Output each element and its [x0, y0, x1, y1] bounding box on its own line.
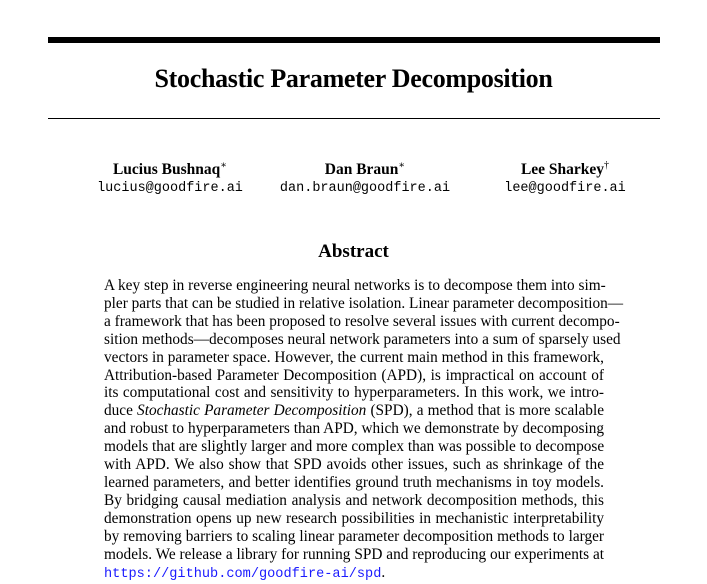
abstract-line: a framework that has been proposed to resolve several issues with current decompo-	[104, 312, 620, 330]
abstract-line: with APD. We also show that SPD avoids other issues, such as shrinkage of the	[104, 456, 604, 474]
author-block-3	[490, 160, 640, 198]
author-block-2	[270, 160, 460, 198]
abstract-line: learned parameters, and better identifies ground truth mechanisms in toy models.	[104, 473, 604, 491]
equal-contribution-mark: ∗	[220, 160, 228, 171]
dagger-mark: †	[604, 160, 610, 171]
abstract-line: and robust to hyperparameters than APD, which we demonstrate by decomposing	[104, 420, 604, 438]
abstract-line: Attribution-based Parameter Decomposition (APD), is impractical on account of	[104, 366, 604, 384]
abstract-line: models that are slightly larger and more complex than was possible to decompose	[104, 438, 605, 456]
author-block-1	[80, 160, 260, 198]
abstract-line: demonstration opens up new research possibilities in mechanistic interpretability	[104, 509, 604, 527]
repository-link[interactable]: https://github.com/goodfire-ai/spd	[104, 566, 382, 582]
abstract-line: models. We release a library for running SPD and reproducing our experiments at	[104, 545, 604, 563]
abstract-line: By bridging causal mediation analysis and network decomposition methods, this	[104, 491, 604, 509]
abstract-line: sition methods—decomposes neural network parameters into a sum of sparsely used	[104, 330, 621, 348]
author-name: Lee Sharkey†	[520, 160, 610, 178]
top-rule	[48, 37, 660, 43]
author-name: Lucius Bushnaq∗	[112, 160, 228, 178]
author-email: lee@goodfire.ai	[504, 181, 626, 196]
abstract-line: vectors in parameter space. However, the current main method in this framework,	[104, 348, 604, 366]
abstract-line: by removing barriers to scaling linear parameter decomposition methods to larger	[104, 527, 604, 545]
abstract-body	[104, 277, 624, 583]
paper-title: Stochastic Parameter Decomposition	[154, 64, 553, 93]
title-rule	[48, 118, 660, 119]
abstract-line: A key step in reverse engineering neural networks is to decompose them into sim-	[104, 277, 606, 294]
abstract-line: pler parts that can be studied in relative isolation. Linear parameter decomposition—	[104, 294, 624, 312]
author-email: dan.braun@goodfire.ai	[279, 181, 451, 196]
equal-contribution-mark: ∗	[398, 160, 406, 171]
abstract-line-final: https://github.com/goodfire-ai/spd.	[104, 563, 386, 582]
method-name-emphasis: Stochastic Parameter Decomposition	[137, 402, 367, 420]
abstract-line: duce Stochastic Parameter Decomposition (SPD), a method that is more scalable	[104, 402, 604, 420]
abstract-line: its computational cost and sensitivity to hyperparameters. In this work, we intro-	[104, 384, 604, 402]
abstract-heading: Abstract	[318, 241, 389, 262]
author-name: Dan Braun∗	[324, 160, 406, 178]
author-email: lucius@goodfire.ai	[97, 181, 243, 196]
